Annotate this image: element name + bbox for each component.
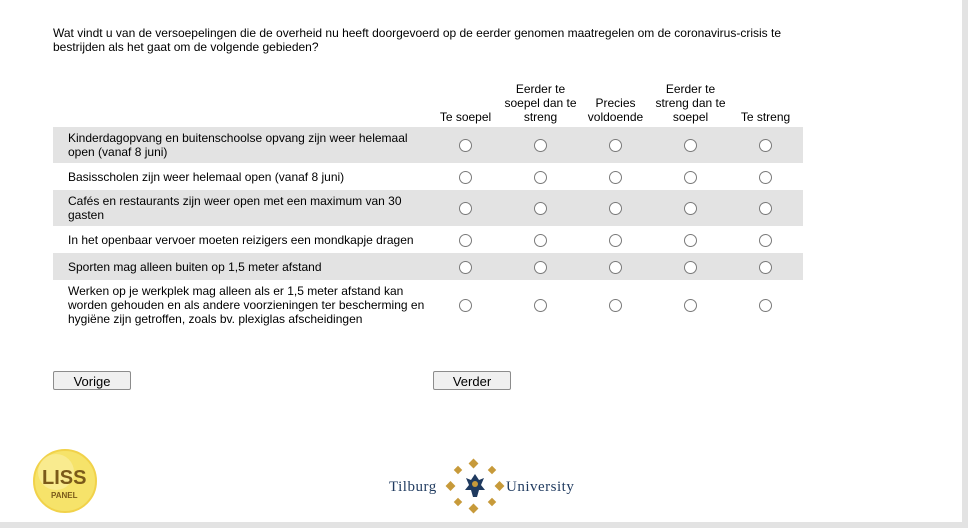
matrix-row <box>53 226 803 253</box>
column-header: Precies voldoende <box>587 96 644 124</box>
radio-button[interactable] <box>459 299 472 312</box>
radio-button[interactable] <box>684 139 697 152</box>
liss-logo-subtext: PANEL <box>51 491 78 500</box>
radio-button[interactable] <box>684 202 697 215</box>
liss-panel-logo <box>32 448 98 514</box>
radio-button[interactable] <box>609 234 622 247</box>
row-label: In het openbaar vervoer moeten reizigers een mondkapje dragen <box>68 232 414 247</box>
matrix-row <box>53 280 803 330</box>
radio-button[interactable] <box>534 139 547 152</box>
radio-button[interactable] <box>684 171 697 184</box>
radio-button[interactable] <box>684 234 697 247</box>
radio-button[interactable] <box>609 139 622 152</box>
radio-button[interactable] <box>459 234 472 247</box>
radio-button[interactable] <box>759 171 772 184</box>
radio-button[interactable] <box>534 234 547 247</box>
radio-button[interactable] <box>684 299 697 312</box>
tilburg-university-logo <box>389 458 584 514</box>
radio-button[interactable] <box>534 202 547 215</box>
column-header: Eerder te streng dan te soepel <box>655 82 726 124</box>
liss-logo-text: LISS <box>42 467 87 489</box>
row-label: Kinderdagopvang en buitenschoolse opvang zijn weer helemaal open (vanaf 8 juni) <box>53 127 428 163</box>
radio-button[interactable] <box>534 299 547 312</box>
matrix-row <box>53 163 803 190</box>
next-button[interactable]: Verder <box>433 371 511 390</box>
radio-button[interactable] <box>759 202 772 215</box>
radio-button[interactable] <box>459 171 472 184</box>
matrix-header-row <box>53 80 803 127</box>
tilburg-emblem-icon <box>446 459 505 514</box>
matrix-question <box>53 80 803 330</box>
column-header: Eerder te soepel dan te streng <box>504 82 577 124</box>
previous-button[interactable]: Vorige <box>53 371 131 390</box>
matrix-row <box>53 127 803 163</box>
radio-button[interactable] <box>459 139 472 152</box>
question-text: Wat vindt u van de versoepelingen die de overheid nu heeft doorgevoerd op de eerder genomen maatregelen om de coronavirus-crisis te bestrijden als het gaat om de volgende gebieden? <box>53 26 781 54</box>
radio-button[interactable] <box>609 202 622 215</box>
row-label: Sporten mag alleen buiten op 1,5 meter afstand <box>53 253 428 280</box>
row-label: Werken op je werkplek mag alleen als er 1,5 meter afstand kan worden gehouden en als andere voorzieningen ter bescherming en hygiëne zijn getroffen, zoals bv. plexiglas afscheidingen <box>68 284 425 326</box>
radio-button[interactable] <box>609 261 622 274</box>
tilburg-logo-text-left: Tilburg <box>389 479 437 495</box>
tilburg-logo-text-right: University <box>506 479 575 495</box>
radio-button[interactable] <box>759 234 772 247</box>
row-label: Basisscholen zijn weer helemaal open (vanaf 8 juni) <box>68 169 345 184</box>
radio-button[interactable] <box>534 171 547 184</box>
radio-button[interactable] <box>759 299 772 312</box>
radio-button[interactable] <box>609 171 622 184</box>
row-label: Cafés en restaurants zijn weer open met een maximum van 30 gasten <box>53 190 428 226</box>
matrix-row <box>53 190 803 226</box>
radio-button[interactable] <box>759 261 772 274</box>
radio-button[interactable] <box>534 261 547 274</box>
radio-button[interactable] <box>609 299 622 312</box>
matrix-header-empty <box>53 80 428 127</box>
column-header: Te streng <box>740 110 791 124</box>
matrix-row <box>53 253 803 280</box>
column-header: Te soepel <box>439 110 492 124</box>
radio-button[interactable] <box>459 261 472 274</box>
radio-button[interactable] <box>684 261 697 274</box>
radio-button[interactable] <box>459 202 472 215</box>
radio-button[interactable] <box>759 139 772 152</box>
